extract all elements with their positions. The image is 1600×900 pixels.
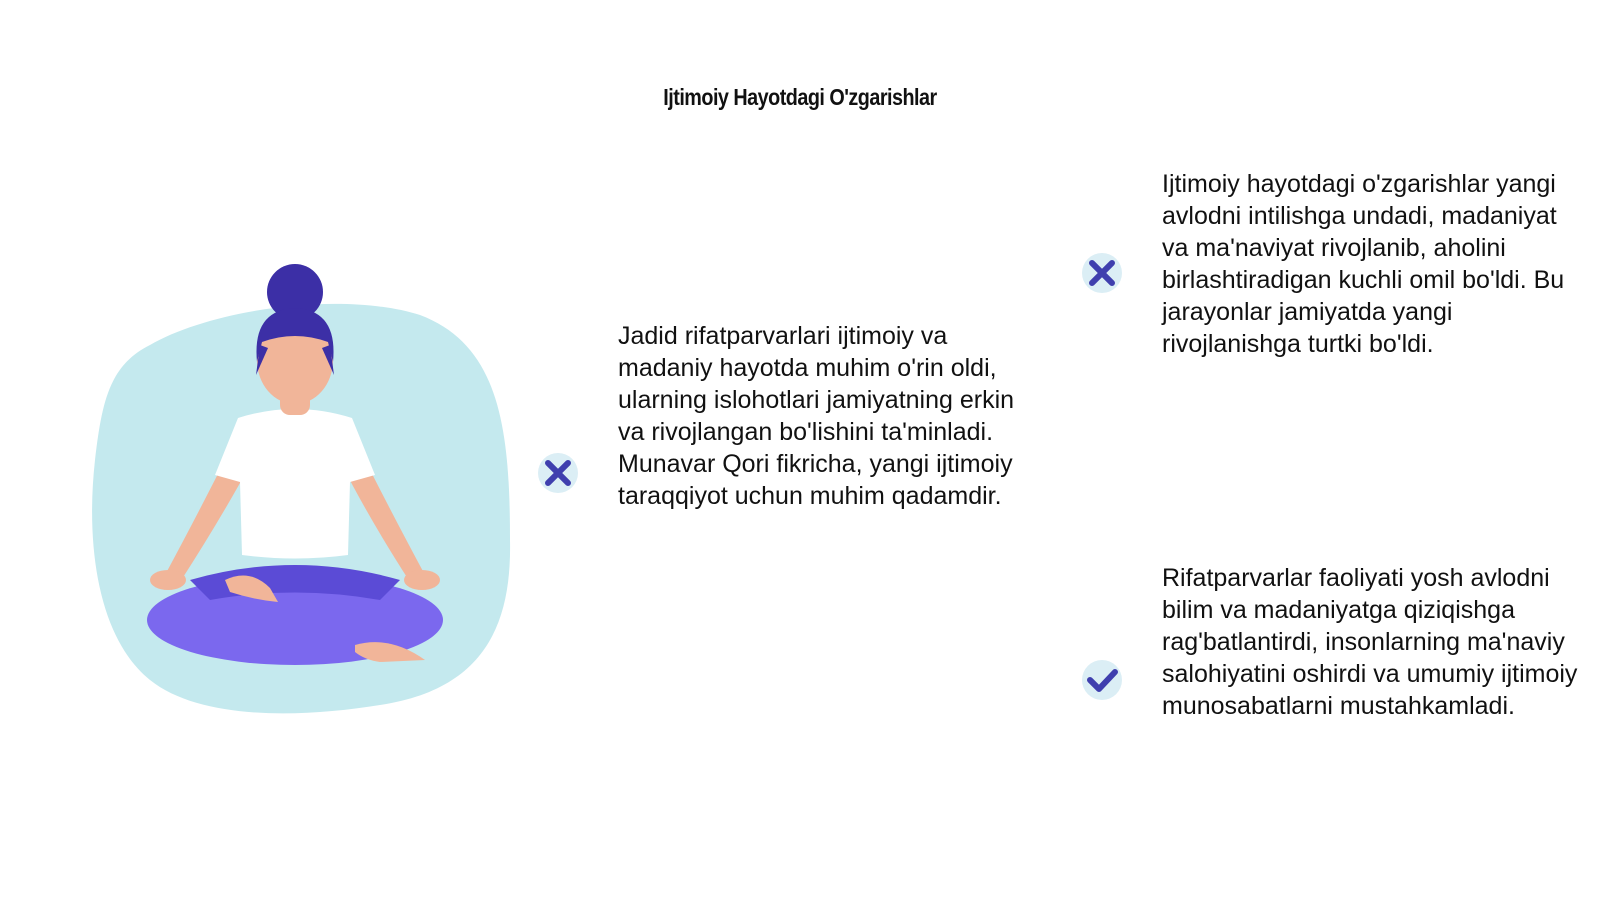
slide-title: Ijtimoiy Hayotdagi O'zgarishlar (663, 84, 937, 110)
point-text-3: Rifatparvarlar faoliyati yosh avlodni bilim va madaniyatga qiziqishga rag'batlantirdi, insonlarning ma'naviy salohiyatini oshirdi va umumiy ijtimoiy munosabatlarni mustahkamladi. (1162, 564, 1578, 720)
x-mark-icon (1080, 251, 1124, 295)
meditation-illustration (80, 250, 540, 750)
check-mark-icon (1080, 658, 1124, 702)
point-text-1: Jadid rifatparvarlari ijtimoiy va madaniy hayotda muhim o'rin oldi, ularning islohotlari jamiyatning erkin va rivojlangan bo'lishini ta'minladi. Munavar Qori fikricha, yangi ijtimoiy taraqqiyot uchun muhim qadamdir. (618, 322, 1015, 510)
x-mark-icon (536, 451, 580, 495)
point-text-2: Ijtimoiy hayotdagi o'zgarishlar yangi avlodni intilishga undadi, madaniyat va ma'naviyat rivojlanib, aholini birlashtiradigan kuchli omil bo'ldi. Bu jarayonlar jamiyatda yangi rivojlanishga turtki bo'ldi. (1162, 170, 1565, 358)
